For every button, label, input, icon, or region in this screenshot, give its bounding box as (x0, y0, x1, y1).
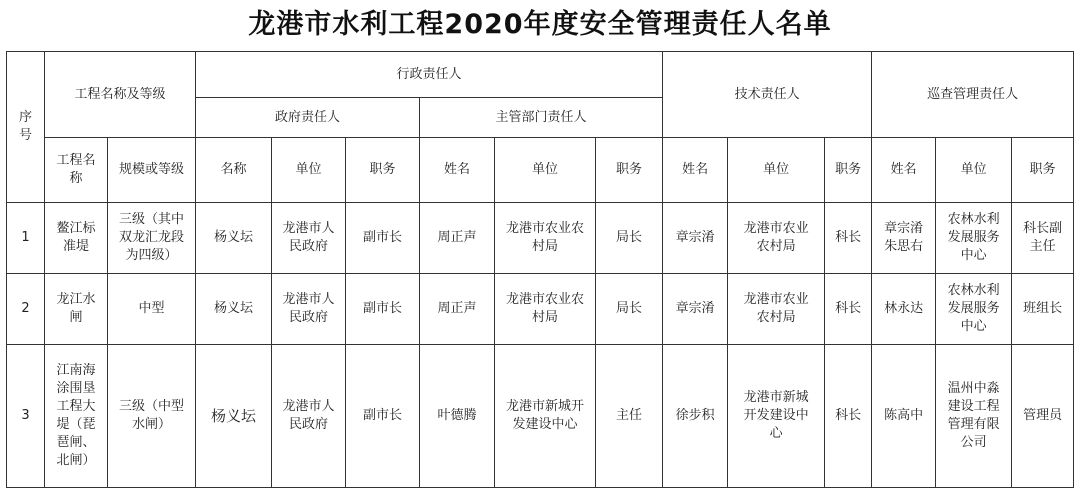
cell-dept-post: 主任 (596, 345, 663, 488)
cell-patrol-name: 林永达 (872, 274, 936, 345)
cell-tech-post: 科长 (825, 274, 872, 345)
cell-patrol-name: 章宗淆朱思右 (872, 203, 936, 274)
cell-patrol-post: 班组长 (1012, 274, 1074, 345)
cell-gov-post: 副市长 (346, 345, 420, 488)
cell-patrol-unit: 农林水利发展服务中心 (936, 274, 1012, 345)
cell-project: 龙江水闸 (45, 274, 108, 345)
header-tech-name: 姓名 (663, 138, 728, 203)
cell-gov-name: 杨义坛 (196, 345, 272, 488)
cell-gov-name: 杨义坛 (196, 274, 272, 345)
header-patrol-name: 姓名 (872, 138, 936, 203)
header-gov-name: 名称 (196, 138, 272, 203)
cell-scale: 三级（中型水闸） (108, 345, 196, 488)
header-dept-group: 主管部门责任人 (420, 98, 663, 138)
table-row (7, 274, 1074, 345)
header-patrol-unit: 单位 (936, 138, 1012, 203)
cell-project: 江南海涂围垦工程大堤（琵琶闸、北闸） (45, 345, 108, 488)
cell-scale: 中型 (108, 274, 196, 345)
header-scale: 规模或等级 (108, 138, 196, 203)
cell-gov-unit: 龙港市人民政府 (272, 345, 346, 488)
header-seq: 序号 (7, 52, 45, 203)
header-gov-unit: 单位 (272, 138, 346, 203)
cell-dept-unit: 龙港市新城开发建设中心 (495, 345, 596, 488)
cell-gov-post: 副市长 (346, 274, 420, 345)
header-dept-unit: 单位 (495, 138, 596, 203)
header-project-group: 工程名称及等级 (45, 52, 196, 138)
header-tech-group: 技术责任人 (663, 52, 872, 138)
cell-dept-name: 周正声 (420, 203, 495, 274)
cell-tech-name: 徐步积 (663, 345, 728, 488)
cell-seq: 3 (7, 345, 45, 488)
table-row (7, 203, 1074, 274)
cell-tech-post: 科长 (825, 345, 872, 488)
cell-seq: 2 (7, 274, 45, 345)
header-patrol-post: 职务 (1012, 138, 1074, 203)
page-title: 龙港市水利工程2020年度安全管理责任人名单 (248, 9, 832, 40)
cell-tech-unit: 龙港市新城开发建设中心 (728, 345, 825, 488)
header-dept-post: 职务 (596, 138, 663, 203)
cell-patrol-post: 管理员 (1012, 345, 1074, 488)
cell-tech-unit: 龙港市农业农村局 (728, 203, 825, 274)
header-tech-unit: 单位 (728, 138, 825, 203)
header-patrol-group: 巡查管理责任人 (872, 52, 1074, 138)
cell-tech-unit: 龙港市农业农村局 (728, 274, 825, 345)
cell-patrol-unit: 温州中淼建设工程管理有限公司 (936, 345, 1012, 488)
cell-dept-unit: 龙港市农业农村局 (495, 203, 596, 274)
cell-patrol-post: 科长副主任 (1012, 203, 1074, 274)
cell-gov-post: 副市长 (346, 203, 420, 274)
header-tech-post: 职务 (825, 138, 872, 203)
cell-seq: 1 (7, 203, 45, 274)
cell-gov-unit: 龙港市人民政府 (272, 274, 346, 345)
responsibility-table (6, 51, 1074, 488)
header-project-name: 工程名称 (45, 138, 108, 203)
cell-scale: 三级（其中双龙汇龙段为四级） (108, 203, 196, 274)
header-dept-name: 姓名 (420, 138, 495, 203)
cell-dept-name: 周正声 (420, 274, 495, 345)
cell-dept-post: 局长 (596, 274, 663, 345)
cell-gov-name: 杨义坛 (196, 203, 272, 274)
cell-patrol-unit: 农林水利发展服务中心 (936, 203, 1012, 274)
cell-dept-post: 局长 (596, 203, 663, 274)
cell-dept-unit: 龙港市农业农村局 (495, 274, 596, 345)
header-gov-group: 政府责任人 (196, 98, 420, 138)
cell-gov-unit: 龙港市人民政府 (272, 203, 346, 274)
cell-tech-name: 章宗淆 (663, 203, 728, 274)
table-row (7, 345, 1074, 488)
header-admin-group: 行政责任人 (196, 52, 663, 98)
cell-project: 鳌江标准堤 (45, 203, 108, 274)
cell-tech-name: 章宗淆 (663, 274, 728, 345)
cell-patrol-name: 陈高中 (872, 345, 936, 488)
cell-dept-name: 叶德腾 (420, 345, 495, 488)
header-gov-post: 职务 (346, 138, 420, 203)
cell-tech-post: 科长 (825, 203, 872, 274)
